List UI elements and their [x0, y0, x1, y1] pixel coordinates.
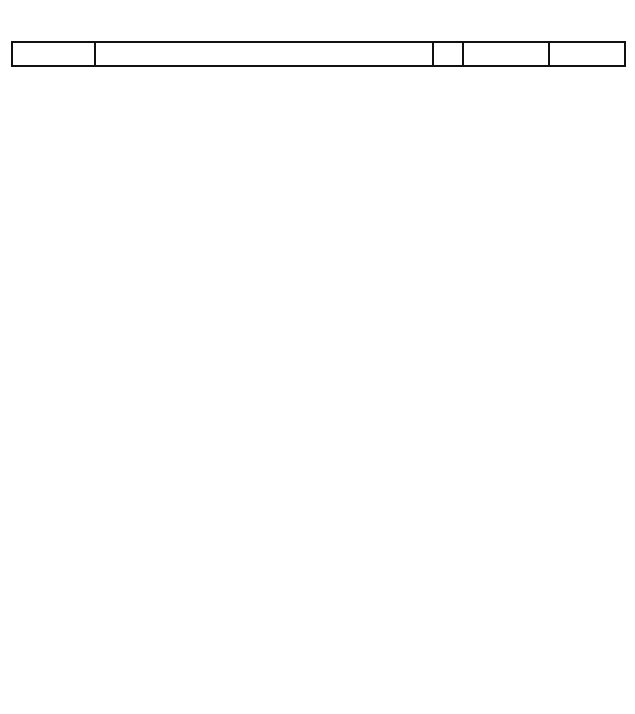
header-cvt: [433, 42, 463, 66]
header-a-data-byte: [12, 42, 95, 66]
header-mnemonic: [549, 42, 625, 66]
response-definition-table: [11, 41, 626, 67]
header-row: [12, 42, 625, 66]
header-parameter-name: [95, 42, 433, 66]
header-byte-value: [463, 42, 549, 66]
